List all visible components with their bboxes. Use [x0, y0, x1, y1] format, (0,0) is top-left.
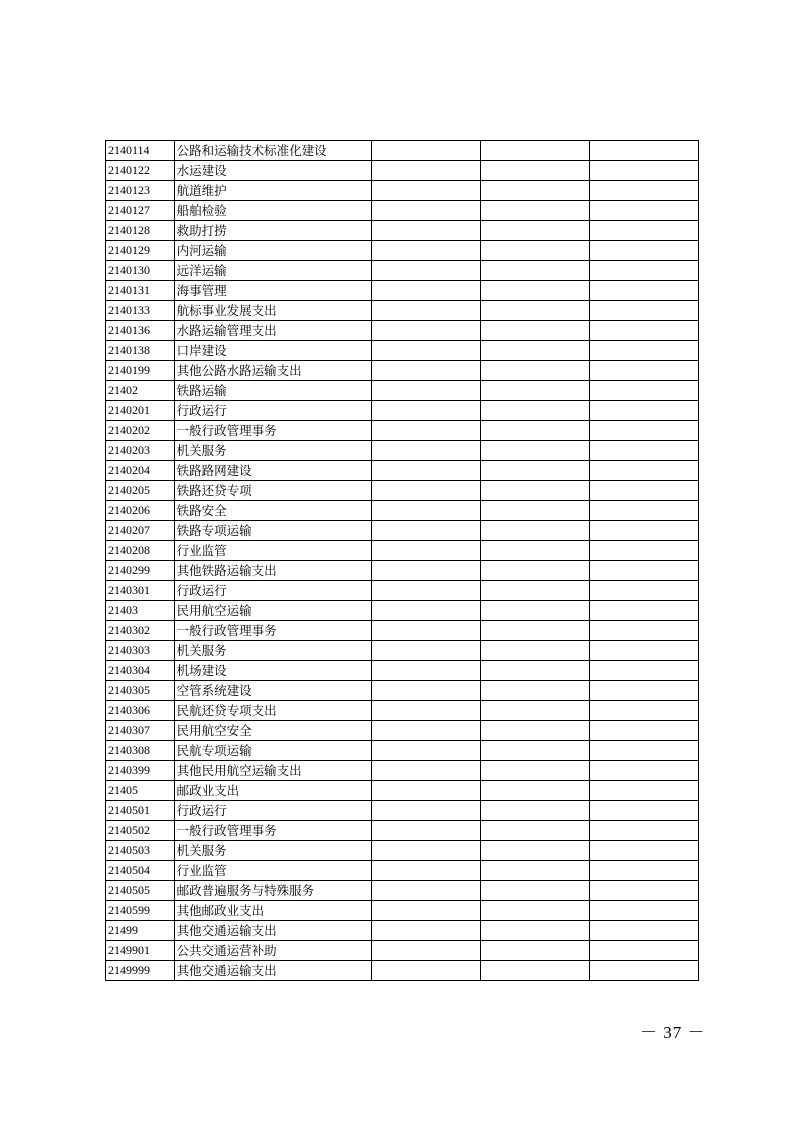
empty-amount-cell — [372, 421, 481, 441]
subject-name-cell: 机场建设 — [174, 661, 372, 681]
table-row — [106, 201, 699, 221]
subject-name-cell: 邮政业支出 — [174, 781, 372, 801]
table-row — [106, 681, 699, 701]
empty-amount-cell — [481, 881, 590, 901]
subject-code-cell: 2140136 — [106, 321, 175, 341]
subject-name-cell: 口岸建设 — [174, 341, 372, 361]
empty-amount-cell — [372, 401, 481, 421]
empty-amount-cell — [590, 761, 699, 781]
empty-amount-cell — [590, 701, 699, 721]
empty-amount-cell — [481, 441, 590, 461]
subject-code-cell: 2140399 — [106, 761, 175, 781]
empty-amount-cell — [372, 601, 481, 621]
subject-code-cell: 2140306 — [106, 701, 175, 721]
table-row — [106, 561, 699, 581]
subject-code-cell: 2149999 — [106, 961, 175, 981]
subject-name-cell: 铁路专项运输 — [174, 521, 372, 541]
subject-code-cell: 2140138 — [106, 341, 175, 361]
subject-code-cell: 2140206 — [106, 501, 175, 521]
empty-amount-cell — [590, 161, 699, 181]
subject-name-cell: 铁路还贷专项 — [174, 481, 372, 501]
empty-amount-cell — [372, 381, 481, 401]
empty-amount-cell — [590, 461, 699, 481]
subject-code-cell: 2140204 — [106, 461, 175, 481]
empty-amount-cell — [372, 561, 481, 581]
page-number: － 37 － — [640, 1023, 706, 1042]
table-row — [106, 341, 699, 361]
empty-amount-cell — [481, 861, 590, 881]
empty-amount-cell — [481, 781, 590, 801]
subject-code-cell: 2140128 — [106, 221, 175, 241]
empty-amount-cell — [481, 901, 590, 921]
table-row — [106, 801, 699, 821]
table-row — [106, 861, 699, 881]
subject-code-cell: 2140205 — [106, 481, 175, 501]
subject-name-cell: 行业监管 — [174, 541, 372, 561]
empty-amount-cell — [372, 141, 481, 161]
subject-code-cell: 2140502 — [106, 821, 175, 841]
empty-amount-cell — [372, 501, 481, 521]
empty-amount-cell — [481, 821, 590, 841]
empty-amount-cell — [590, 621, 699, 641]
empty-amount-cell — [372, 701, 481, 721]
empty-amount-cell — [372, 541, 481, 561]
table-row — [106, 821, 699, 841]
empty-amount-cell — [372, 181, 481, 201]
empty-amount-cell — [481, 721, 590, 741]
table-row — [106, 881, 699, 901]
empty-amount-cell — [590, 581, 699, 601]
subject-code-cell: 2140202 — [106, 421, 175, 441]
empty-amount-cell — [590, 841, 699, 861]
empty-amount-cell — [481, 961, 590, 981]
empty-amount-cell — [590, 881, 699, 901]
empty-amount-cell — [481, 401, 590, 421]
empty-amount-cell — [481, 921, 590, 941]
empty-amount-cell — [372, 941, 481, 961]
subject-code-cell: 2140303 — [106, 641, 175, 661]
empty-amount-cell — [481, 641, 590, 661]
empty-amount-cell — [372, 221, 481, 241]
empty-amount-cell — [372, 681, 481, 701]
table-row — [106, 581, 699, 601]
subject-code-cell: 2140129 — [106, 241, 175, 261]
table-row — [106, 461, 699, 481]
empty-amount-cell — [481, 761, 590, 781]
empty-amount-cell — [590, 961, 699, 981]
empty-amount-cell — [590, 501, 699, 521]
empty-amount-cell — [372, 721, 481, 741]
table-row — [106, 261, 699, 281]
subject-name-cell: 水运建设 — [174, 161, 372, 181]
table-row — [106, 181, 699, 201]
table-row — [106, 141, 699, 161]
empty-amount-cell — [481, 261, 590, 281]
subject-name-cell: 铁路路网建设 — [174, 461, 372, 481]
empty-amount-cell — [481, 201, 590, 221]
empty-amount-cell — [481, 461, 590, 481]
subject-name-cell: 机关服务 — [174, 841, 372, 861]
subject-name-cell: 公共交通运营补助 — [174, 941, 372, 961]
subject-code-cell: 2140307 — [106, 721, 175, 741]
empty-amount-cell — [481, 741, 590, 761]
empty-amount-cell — [481, 681, 590, 701]
empty-amount-cell — [590, 601, 699, 621]
subject-code-cell: 2140201 — [106, 401, 175, 421]
subject-name-cell: 海事管理 — [174, 281, 372, 301]
table-row — [106, 321, 699, 341]
empty-amount-cell — [590, 441, 699, 461]
subject-code-cell: 21402 — [106, 381, 175, 401]
subject-name-cell: 其他公路水路运输支出 — [174, 361, 372, 381]
subject-code-cell: 2140127 — [106, 201, 175, 221]
empty-amount-cell — [481, 541, 590, 561]
subject-name-cell: 空管系统建设 — [174, 681, 372, 701]
empty-amount-cell — [590, 921, 699, 941]
empty-amount-cell — [372, 841, 481, 861]
table-row — [106, 521, 699, 541]
empty-amount-cell — [481, 421, 590, 441]
table-row — [106, 381, 699, 401]
subject-code-cell: 2140599 — [106, 901, 175, 921]
empty-amount-cell — [590, 781, 699, 801]
empty-amount-cell — [481, 581, 590, 601]
empty-amount-cell — [590, 141, 699, 161]
subject-code-cell: 2140501 — [106, 801, 175, 821]
empty-amount-cell — [372, 261, 481, 281]
subject-name-cell: 邮政普遍服务与特殊服务 — [174, 881, 372, 901]
subject-name-cell: 水路运输管理支出 — [174, 321, 372, 341]
empty-amount-cell — [481, 841, 590, 861]
empty-amount-cell — [590, 321, 699, 341]
empty-amount-cell — [372, 461, 481, 481]
subject-code-cell: 2140301 — [106, 581, 175, 601]
empty-amount-cell — [372, 901, 481, 921]
empty-amount-cell — [372, 661, 481, 681]
subject-code-cell: 2140199 — [106, 361, 175, 381]
empty-amount-cell — [590, 861, 699, 881]
table-row — [106, 761, 699, 781]
subject-code-cell: 2140207 — [106, 521, 175, 541]
subject-code-cell: 2140308 — [106, 741, 175, 761]
empty-amount-cell — [590, 421, 699, 441]
subject-code-cell: 2140505 — [106, 881, 175, 901]
subject-name-cell: 其他民用航空运输支出 — [174, 761, 372, 781]
empty-amount-cell — [590, 741, 699, 761]
subject-code-cell: 2140123 — [106, 181, 175, 201]
table-row — [106, 501, 699, 521]
empty-amount-cell — [372, 821, 481, 841]
table-row — [106, 721, 699, 741]
empty-amount-cell — [590, 661, 699, 681]
empty-amount-cell — [372, 241, 481, 261]
subject-name-cell: 一般行政管理事务 — [174, 621, 372, 641]
empty-amount-cell — [590, 721, 699, 741]
table-row — [106, 901, 699, 921]
subject-code-cell: 2140304 — [106, 661, 175, 681]
table-row — [106, 221, 699, 241]
subject-name-cell: 其他交通运输支出 — [174, 961, 372, 981]
table-row — [106, 401, 699, 421]
subject-name-cell: 行政运行 — [174, 401, 372, 421]
table-row — [106, 961, 699, 981]
empty-amount-cell — [481, 341, 590, 361]
empty-amount-cell — [590, 641, 699, 661]
empty-amount-cell — [481, 241, 590, 261]
empty-amount-cell — [481, 601, 590, 621]
empty-amount-cell — [372, 321, 481, 341]
table-row — [106, 441, 699, 461]
table-row — [106, 661, 699, 681]
empty-amount-cell — [372, 481, 481, 501]
empty-amount-cell — [590, 341, 699, 361]
empty-amount-cell — [590, 261, 699, 281]
subject-name-cell: 远洋运输 — [174, 261, 372, 281]
subject-code-cell: 2140114 — [106, 141, 175, 161]
empty-amount-cell — [590, 381, 699, 401]
subject-name-cell: 救助打捞 — [174, 221, 372, 241]
empty-amount-cell — [481, 281, 590, 301]
empty-amount-cell — [481, 361, 590, 381]
subject-name-cell: 船舶检验 — [174, 201, 372, 221]
empty-amount-cell — [481, 381, 590, 401]
empty-amount-cell — [481, 481, 590, 501]
subject-name-cell: 行政运行 — [174, 801, 372, 821]
empty-amount-cell — [481, 521, 590, 541]
empty-amount-cell — [590, 681, 699, 701]
empty-amount-cell — [372, 521, 481, 541]
empty-amount-cell — [372, 641, 481, 661]
empty-amount-cell — [590, 401, 699, 421]
empty-amount-cell — [372, 281, 481, 301]
empty-amount-cell — [372, 201, 481, 221]
empty-amount-cell — [481, 621, 590, 641]
table-row — [106, 161, 699, 181]
subject-code-cell: 2140130 — [106, 261, 175, 281]
subject-name-cell: 民航专项运输 — [174, 741, 372, 761]
empty-amount-cell — [481, 941, 590, 961]
table-row — [106, 941, 699, 961]
subject-name-cell: 一般行政管理事务 — [174, 821, 372, 841]
empty-amount-cell — [372, 301, 481, 321]
table-body — [106, 141, 699, 981]
table-row — [106, 741, 699, 761]
empty-amount-cell — [481, 221, 590, 241]
subject-code-cell: 2140133 — [106, 301, 175, 321]
empty-amount-cell — [481, 561, 590, 581]
empty-amount-cell — [481, 321, 590, 341]
subject-name-cell: 公路和运输技术标准化建设 — [174, 141, 372, 161]
empty-amount-cell — [372, 781, 481, 801]
subject-code-cell: 21499 — [106, 921, 175, 941]
empty-amount-cell — [590, 281, 699, 301]
table-row — [106, 301, 699, 321]
empty-amount-cell — [372, 861, 481, 881]
subject-name-cell: 铁路运输 — [174, 381, 372, 401]
subject-code-cell: 21403 — [106, 601, 175, 621]
subject-name-cell: 民用航空安全 — [174, 721, 372, 741]
subject-code-cell: 2140299 — [106, 561, 175, 581]
empty-amount-cell — [590, 361, 699, 381]
empty-amount-cell — [590, 561, 699, 581]
empty-amount-cell — [372, 961, 481, 981]
table-row — [106, 421, 699, 441]
empty-amount-cell — [590, 941, 699, 961]
empty-amount-cell — [590, 521, 699, 541]
empty-amount-cell — [481, 801, 590, 821]
empty-amount-cell — [372, 881, 481, 901]
subject-code-cell: 2140503 — [106, 841, 175, 861]
subject-code-cell: 2140302 — [106, 621, 175, 641]
subject-name-cell: 民航还贷专项支出 — [174, 701, 372, 721]
subject-name-cell: 民用航空运输 — [174, 601, 372, 621]
empty-amount-cell — [481, 661, 590, 681]
empty-amount-cell — [372, 921, 481, 941]
subject-code-cell: 2140203 — [106, 441, 175, 461]
empty-amount-cell — [481, 161, 590, 181]
empty-amount-cell — [481, 701, 590, 721]
empty-amount-cell — [590, 481, 699, 501]
subject-code-cell: 2140504 — [106, 861, 175, 881]
empty-amount-cell — [590, 181, 699, 201]
empty-amount-cell — [372, 801, 481, 821]
table-row — [106, 841, 699, 861]
empty-amount-cell — [372, 621, 481, 641]
subject-name-cell: 其他邮政业支出 — [174, 901, 372, 921]
empty-amount-cell — [590, 201, 699, 221]
empty-amount-cell — [372, 741, 481, 761]
table-row — [106, 701, 699, 721]
subject-code-cell: 2140208 — [106, 541, 175, 561]
table-row — [106, 781, 699, 801]
empty-amount-cell — [481, 501, 590, 521]
subject-name-cell: 机关服务 — [174, 441, 372, 461]
subject-name-cell: 行业监管 — [174, 861, 372, 881]
subject-name-cell: 航道维护 — [174, 181, 372, 201]
subject-name-cell: 其他铁路运输支出 — [174, 561, 372, 581]
subject-name-cell: 内河运输 — [174, 241, 372, 261]
table-row — [106, 641, 699, 661]
table-row — [106, 601, 699, 621]
table-row — [106, 481, 699, 501]
subject-name-cell: 行政运行 — [174, 581, 372, 601]
table-row — [106, 281, 699, 301]
empty-amount-cell — [590, 821, 699, 841]
empty-amount-cell — [590, 801, 699, 821]
empty-amount-cell — [481, 301, 590, 321]
subject-code-cell: 2140131 — [106, 281, 175, 301]
subject-code-cell: 2140305 — [106, 681, 175, 701]
table-row — [106, 361, 699, 381]
empty-amount-cell — [372, 341, 481, 361]
empty-amount-cell — [372, 441, 481, 461]
budget-table — [105, 140, 699, 981]
table-row — [106, 241, 699, 261]
subject-code-cell: 21405 — [106, 781, 175, 801]
subject-name-cell: 机关服务 — [174, 641, 372, 661]
empty-amount-cell — [372, 581, 481, 601]
empty-amount-cell — [590, 541, 699, 561]
empty-amount-cell — [372, 761, 481, 781]
subject-name-cell: 其他交通运输支出 — [174, 921, 372, 941]
table-row — [106, 621, 699, 641]
subject-name-cell: 一般行政管理事务 — [174, 421, 372, 441]
empty-amount-cell — [590, 241, 699, 261]
empty-amount-cell — [481, 141, 590, 161]
empty-amount-cell — [590, 221, 699, 241]
table-row — [106, 921, 699, 941]
empty-amount-cell — [372, 361, 481, 381]
empty-amount-cell — [590, 901, 699, 921]
empty-amount-cell — [590, 301, 699, 321]
subject-code-cell: 2140122 — [106, 161, 175, 181]
subject-name-cell: 航标事业发展支出 — [174, 301, 372, 321]
table-row — [106, 541, 699, 561]
empty-amount-cell — [481, 181, 590, 201]
subject-name-cell: 铁路安全 — [174, 501, 372, 521]
empty-amount-cell — [372, 161, 481, 181]
subject-code-cell: 2149901 — [106, 941, 175, 961]
